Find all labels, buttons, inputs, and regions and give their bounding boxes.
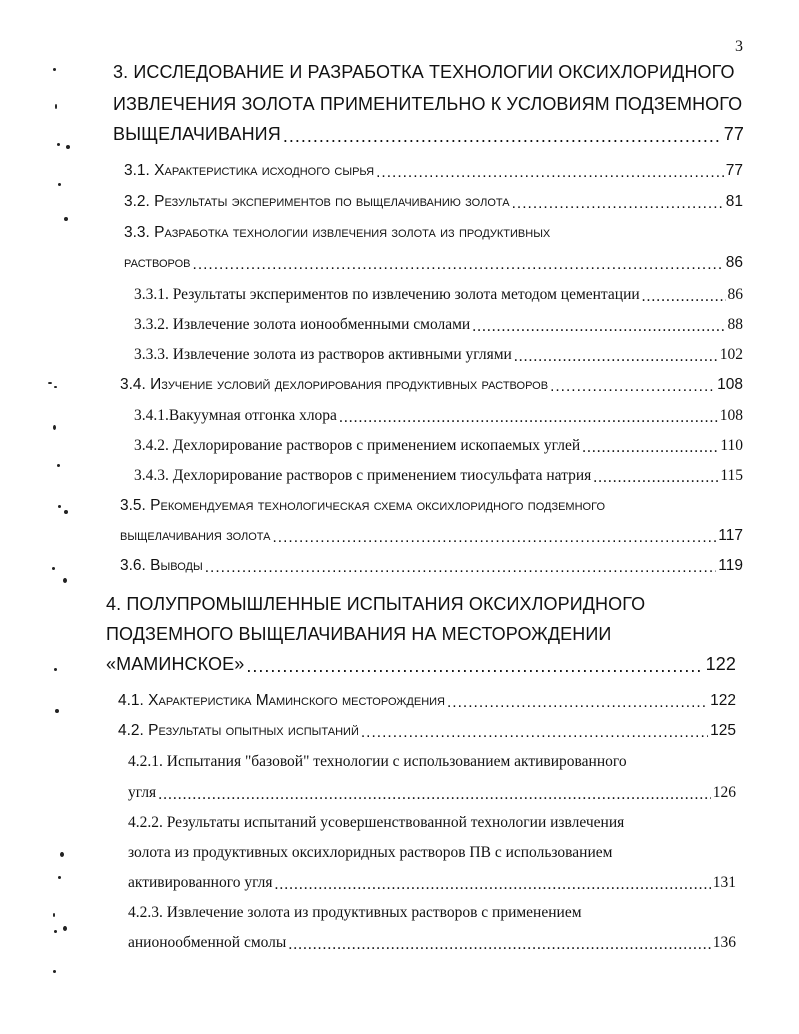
scan-speck bbox=[54, 930, 57, 933]
toc-entry-4-2-2-line2[interactable]: золота из продуктивных оксихлоридных растворов ПВ с использованием bbox=[128, 844, 613, 861]
toc-label: 3.3.3. Извлечение золота из растворов активными углями bbox=[134, 346, 512, 363]
toc-entry-3-2[interactable] bbox=[124, 193, 743, 211]
scan-speck bbox=[53, 913, 55, 917]
dot-leader bbox=[642, 289, 726, 305]
toc-page: 108 bbox=[717, 376, 743, 393]
scan-speck bbox=[53, 68, 56, 71]
toc-entry-3-6[interactable] bbox=[120, 557, 743, 575]
scan-speck bbox=[64, 510, 68, 514]
toc-page: 77 bbox=[725, 162, 743, 179]
dot-leader bbox=[193, 257, 724, 273]
dot-leader bbox=[273, 530, 717, 546]
toc-ch4-line2[interactable]: ПОДЗЕМНОГО ВЫЩЕЛАЧИВАНИЯ НА МЕСТОРОЖДЕНИИ bbox=[106, 624, 612, 644]
toc-label: анионообменной смолы bbox=[128, 934, 287, 951]
toc-entry-4-2-3[interactable] bbox=[128, 934, 736, 952]
toc-page: 88 bbox=[727, 316, 743, 333]
toc-entry-4-2-1[interactable] bbox=[128, 784, 736, 802]
toc-label: 3.4.1.Вакуумная отгонка хлора bbox=[134, 407, 337, 424]
toc-page: 115 bbox=[720, 467, 743, 484]
toc-entry-3-3-1[interactable] bbox=[134, 286, 743, 304]
scan-speck bbox=[53, 970, 56, 973]
toc-entry-3-3[interactable] bbox=[124, 254, 743, 272]
scan-speck bbox=[57, 143, 60, 146]
toc-label: 3.3.2. Извлечение золота ионообменными смолами bbox=[134, 316, 471, 333]
toc-ch3-entry[interactable] bbox=[113, 124, 744, 145]
toc-ch3-line3: ВЫЩЕЛАЧИВАНИЯ bbox=[113, 124, 281, 144]
toc-entry-4-2-1-line1[interactable]: 4.2.1. Испытания "базовой" технологии с использованием активированного bbox=[128, 753, 627, 770]
toc-entry-3-5[interactable] bbox=[120, 527, 743, 545]
toc-page: 108 bbox=[719, 407, 743, 424]
toc-label: активированного угля bbox=[128, 874, 273, 891]
toc-entry-3-5-line1[interactable]: 3.5. Рекомендуемая технологическая схема оксихлоридного подземного bbox=[120, 497, 605, 514]
toc-entry-3-4-1[interactable] bbox=[134, 407, 743, 425]
toc-page: 119 bbox=[718, 557, 743, 574]
scan-speck bbox=[58, 876, 61, 879]
dot-leader bbox=[582, 440, 718, 456]
toc-page: 136 bbox=[712, 934, 736, 951]
toc-label: 3.4.3. Дехлорирование растворов с применением тиосульфата натрия bbox=[134, 467, 592, 484]
toc-ch4-line1[interactable]: 4. ПОЛУПРОМЫШЛЕННЫЕ ИСПЫТАНИЯ ОКСИХЛОРИДНОГО bbox=[106, 594, 646, 614]
toc-entry-3-4-3[interactable] bbox=[134, 467, 743, 485]
toc-label: 3.2. Результаты экспериментов по выщелачиванию золота bbox=[124, 193, 510, 210]
dot-leader bbox=[158, 787, 711, 803]
toc-ch3-line1[interactable]: 3. ИССЛЕДОВАНИЕ И РАЗРАБОТКА ТЕХНОЛОГИИ ОКСИХЛОРИДНОГО bbox=[113, 62, 735, 82]
toc-label: 3.6. Выводы bbox=[120, 557, 203, 574]
dot-leader bbox=[246, 657, 703, 675]
toc-entry-4-2-2[interactable] bbox=[128, 874, 736, 892]
toc-entry-3-3-2[interactable] bbox=[134, 316, 743, 334]
toc-label: 3.1. Характеристика исходного сырья bbox=[124, 162, 375, 179]
scan-speck bbox=[66, 145, 70, 149]
toc-page: 81 bbox=[725, 193, 743, 210]
toc-page: 131 bbox=[712, 874, 736, 891]
dot-leader bbox=[447, 695, 708, 711]
toc-page: 110 bbox=[720, 437, 743, 454]
toc-label: растворов bbox=[124, 254, 191, 271]
toc-entry-4-2-3-line1[interactable]: 4.2.3. Извлечение золота из продуктивных растворов с применением bbox=[128, 904, 582, 921]
toc-entry-4-2-2-line1[interactable]: 4.2.2. Результаты испытаний усовершенствованной технологии извлечения bbox=[128, 814, 625, 831]
toc-page: 125 bbox=[710, 722, 736, 739]
dot-leader bbox=[472, 319, 725, 335]
toc-ch4-page: 122 bbox=[705, 654, 736, 674]
toc-page: 122 bbox=[710, 692, 736, 709]
toc-ch4-entry[interactable] bbox=[106, 654, 736, 675]
scan-speck bbox=[64, 217, 68, 221]
toc-ch3-page: 77 bbox=[723, 124, 744, 144]
scan-speck bbox=[53, 425, 56, 430]
scan-speck bbox=[55, 104, 57, 109]
toc-ch4-line3: «МАМИНСКОЕ» bbox=[106, 654, 245, 674]
toc-entry-3-4-2[interactable] bbox=[134, 437, 743, 455]
scan-speck bbox=[54, 386, 57, 388]
toc-label: выщелачивания золота bbox=[120, 527, 271, 544]
scan-speck bbox=[60, 852, 64, 857]
dot-leader bbox=[205, 560, 717, 576]
dot-leader bbox=[339, 410, 718, 426]
toc-label: угля bbox=[128, 784, 157, 801]
toc-label: 4.1. Характеристика Маминского месторождения bbox=[118, 692, 445, 709]
dot-leader bbox=[593, 470, 718, 486]
dot-leader bbox=[275, 877, 711, 893]
toc-label: 3.4.2. Дехлорирование растворов с применением ископаемых углей bbox=[134, 437, 581, 454]
toc-page: 86 bbox=[727, 286, 743, 303]
toc-page: 86 bbox=[725, 254, 743, 271]
toc-entry-3-4[interactable] bbox=[120, 376, 743, 394]
toc-entry-3-1[interactable] bbox=[124, 162, 743, 180]
toc-page: 102 bbox=[719, 346, 743, 363]
toc-ch3-line2[interactable]: ИЗВЛЕЧЕНИЯ ЗОЛОТА ПРИМЕНИТЕЛЬНО К УСЛОВИЯМ ПОДЗЕМНОГО bbox=[113, 94, 743, 114]
dot-leader bbox=[550, 379, 715, 395]
scan-speck bbox=[55, 709, 59, 713]
toc-page: 126 bbox=[712, 784, 736, 801]
page-number: 3 bbox=[735, 38, 743, 55]
toc-label: 3.3.1. Результаты экспериментов по извлечению золота методом цементации bbox=[134, 286, 640, 303]
toc-label: 4.2. Результаты опытных испытаний bbox=[118, 722, 359, 739]
scan-speck bbox=[58, 183, 61, 186]
toc-entry-3-3-3[interactable] bbox=[134, 346, 743, 364]
scan-speck bbox=[54, 668, 57, 671]
toc-entry-4-2[interactable] bbox=[118, 722, 736, 740]
scan-speck bbox=[57, 464, 60, 467]
scan-speck bbox=[52, 567, 55, 570]
scan-speck bbox=[63, 578, 67, 583]
toc-entry-4-1[interactable] bbox=[118, 692, 736, 710]
scan-speck bbox=[63, 926, 67, 931]
dot-leader bbox=[376, 165, 724, 181]
dot-leader bbox=[361, 725, 708, 741]
dot-leader bbox=[288, 937, 710, 953]
dot-leader bbox=[512, 196, 724, 212]
dot-leader bbox=[283, 127, 722, 145]
toc-page: 117 bbox=[718, 527, 743, 544]
scan-speck bbox=[48, 382, 52, 384]
toc-label: 3.4. Изучение условий дехлорирования продуктивных растворов bbox=[120, 376, 549, 393]
dot-leader bbox=[514, 349, 718, 365]
toc-entry-3-3-line1[interactable]: 3.3. Разработка технологии извлечения золота из продуктивных bbox=[124, 224, 551, 241]
scan-speck bbox=[58, 505, 61, 508]
